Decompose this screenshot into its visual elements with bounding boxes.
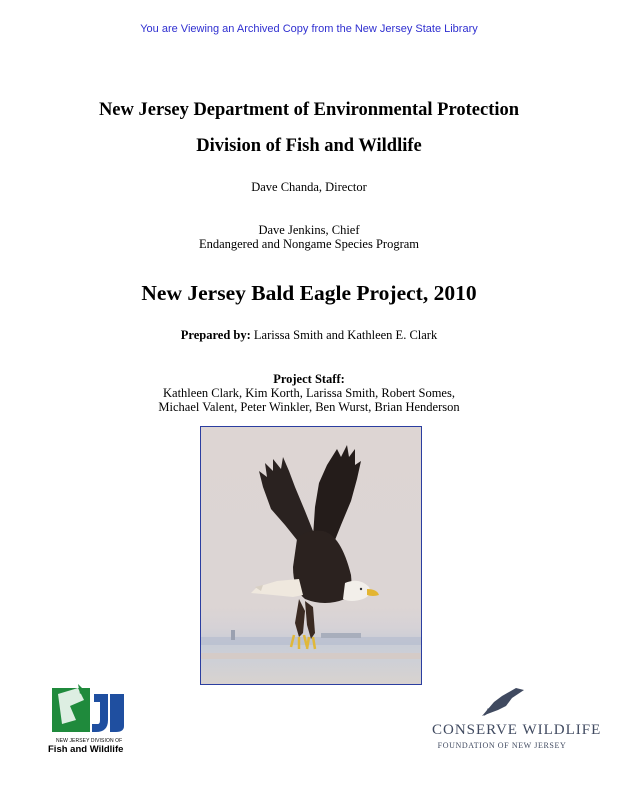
division-heading: Division of Fish and Wildlife bbox=[196, 136, 422, 156]
nj-logo-big-text: Fish and Wildlife bbox=[48, 744, 124, 755]
chief-block bbox=[0, 223, 618, 251]
department-heading: New Jersey Department of Environmental Protection bbox=[98, 100, 520, 120]
staff-heading: Project Staff: bbox=[273, 372, 345, 386]
nj-logo-mark bbox=[48, 680, 132, 740]
conserve-wildlife-logo bbox=[432, 686, 602, 756]
nj-logo-small-text: NEW JERSEY DIVISION OF bbox=[56, 738, 123, 744]
program-name: Endangered and Nongame Species Program bbox=[198, 237, 420, 251]
prepared-by bbox=[0, 328, 618, 343]
archive-notice[interactable]: You are Viewing an Archived Copy from the New Jersey State Library bbox=[140, 23, 478, 35]
nj-fish-wildlife-logo bbox=[48, 680, 132, 755]
staff-line-1: Kathleen Clark, Kim Korth, Larissa Smith, Robert Somes, bbox=[163, 386, 455, 400]
prepared-label: Prepared by: bbox=[180, 328, 251, 342]
chief-name: Dave Jenkins, Chief bbox=[258, 223, 360, 237]
eagle-illustration bbox=[201, 427, 422, 685]
report-title: New Jersey Bald Eagle Project, 2010 bbox=[141, 281, 477, 305]
cw-logo-sub: FOUNDATION OF NEW JERSEY bbox=[437, 741, 567, 750]
staff-line-2: Michael Valent, Peter Winkler, Ben Wurst, Brian Henderson bbox=[158, 400, 460, 414]
director-line: Dave Chanda, Director bbox=[251, 180, 367, 194]
prepared-authors: Larissa Smith and Kathleen E. Clark bbox=[250, 328, 438, 342]
project-staff bbox=[0, 372, 618, 414]
cw-logo-name: CONSERVE WILDLIFE bbox=[432, 722, 602, 738]
bald-eagle-photo bbox=[200, 426, 422, 685]
cw-bird-icon bbox=[432, 686, 572, 722]
